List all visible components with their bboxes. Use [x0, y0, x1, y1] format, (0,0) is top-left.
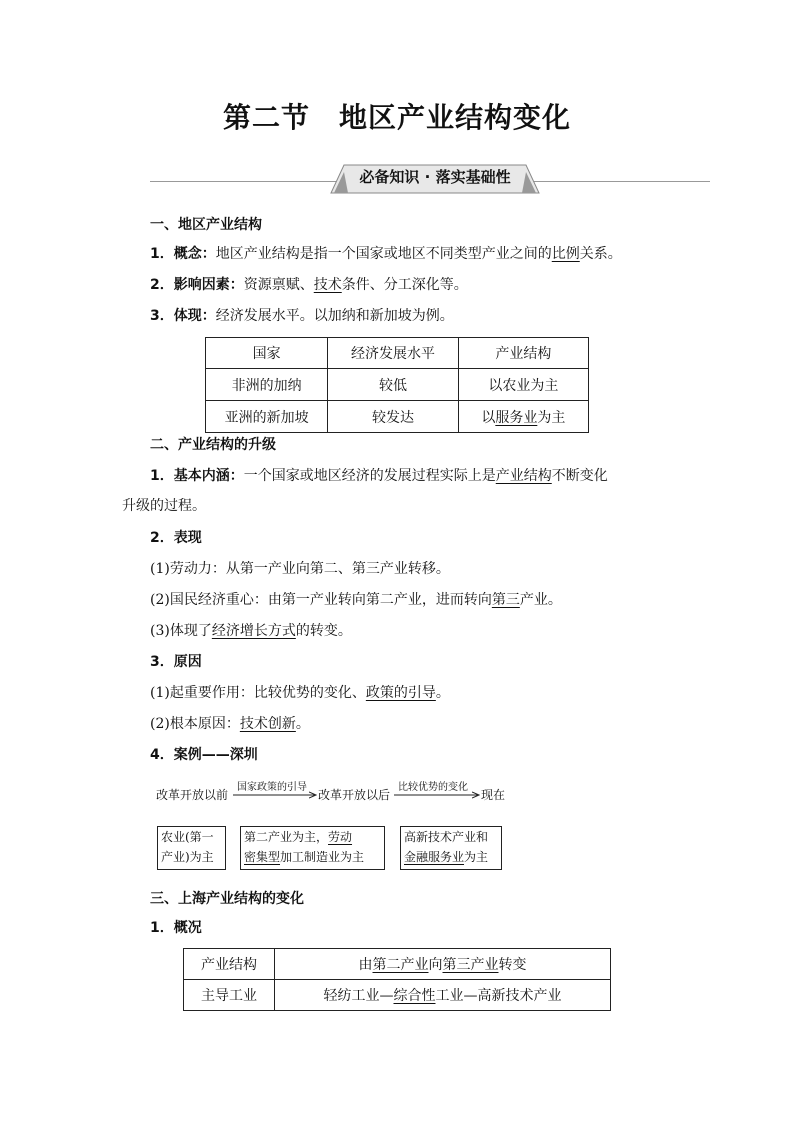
line: 高新技术产业和: [404, 830, 489, 844]
num: 2．: [150, 530, 174, 546]
section3-heading: 三、上海产业结构的变化: [150, 891, 304, 907]
line: [404, 847, 498, 867]
num: 4．: [150, 747, 174, 763]
text: 向: [428, 957, 443, 973]
text-tail: 关系。: [579, 246, 622, 262]
table-cell: [275, 949, 611, 980]
text-tail: 转变: [498, 957, 527, 973]
text: 第二产业为主，: [244, 830, 329, 844]
text: (2)根本原因：: [150, 716, 240, 732]
flow-box-industry: [240, 826, 385, 870]
flow-box-hightech: [400, 826, 502, 870]
num: 1．: [150, 468, 174, 484]
shanghai-table: [183, 948, 611, 1011]
text: (1)起重要作用：比较优势的变化、: [150, 685, 366, 701]
num: 1．: [150, 920, 174, 936]
table-cell: 非洲的加纳: [206, 369, 328, 401]
num: 1．: [150, 246, 174, 262]
text: 以: [481, 409, 496, 426]
text-tail: 。: [435, 685, 450, 701]
line: 产业)为主: [161, 850, 214, 864]
underlined-answer: 金融服务业: [404, 850, 465, 864]
table-row: [184, 949, 611, 980]
underlined-answer: 比例: [551, 246, 580, 262]
table-cell: 以农业为主: [458, 369, 588, 401]
text: 一个国家或地区经济的发展过程实际上是: [243, 468, 496, 484]
s3-line1: [150, 918, 202, 938]
table-header: 产业结构: [458, 338, 588, 369]
table-cell: 较低: [328, 369, 458, 401]
table-cell: [275, 980, 611, 1011]
table-header: 国家: [206, 338, 328, 369]
text-tail: 的转变。: [295, 623, 352, 639]
table-cell: 较发达: [328, 401, 458, 433]
underlined-answer: 密集型: [244, 850, 281, 864]
line: [244, 847, 381, 867]
text-tail: 工业—高新技术产业: [435, 988, 562, 1004]
underlined-answer: 劳动: [328, 830, 353, 844]
label: 概况: [173, 920, 202, 936]
flow-stage-now: 现在: [481, 788, 506, 802]
section2-heading: 二、产业结构的升级: [150, 437, 276, 453]
table-cell: 主导工业: [184, 980, 275, 1011]
text: 资源禀赋、: [243, 277, 314, 293]
label: 原因: [173, 654, 202, 670]
text-tail: 加工制造业为主: [280, 850, 365, 864]
text-tail: 产业。: [519, 592, 562, 608]
s2-line1-cont: 升级的过程。: [122, 498, 206, 514]
sep: ：: [229, 277, 244, 293]
flow-arrow1-label: 国家政策的引导: [237, 782, 307, 793]
flow-box-agriculture: [157, 826, 226, 870]
text-tail: 。: [295, 716, 310, 732]
text: (2)国民经济重心：由第一产业转向第二产业，进而转向: [150, 592, 492, 608]
text-tail: 不断变化: [551, 468, 608, 484]
line: 农业(第一: [161, 830, 214, 844]
flow-stage-after: 改革开放以后: [318, 788, 391, 802]
text: 由: [358, 957, 373, 973]
banner-text: 必备知识 · 落实基础性: [359, 168, 511, 186]
underlined-answer: 综合性: [393, 988, 436, 1004]
underlined-answer: 技术创新: [239, 716, 296, 732]
label: 体现: [173, 308, 202, 324]
text: 地区产业结构是指一个国家或地区不同类型产业之间的: [215, 246, 552, 262]
flow-arrow2-label: 比较优势的变化: [398, 782, 468, 793]
table-cell: 产业结构: [184, 949, 275, 980]
text-tail: 为主: [537, 409, 566, 426]
table-row: [184, 980, 611, 1011]
flow-stage-before: 改革开放以前: [156, 788, 229, 802]
underlined-answer: 经济增长方式: [211, 623, 296, 639]
underlined-answer: 产业结构: [495, 468, 552, 484]
text: (1)劳动力：从第一产业向第二、第三产业转移。: [150, 561, 450, 577]
section1-heading: 一、地区产业结构: [150, 217, 262, 233]
sep: ：: [229, 468, 244, 484]
underlined-answer: 第三: [491, 592, 520, 608]
label: 概念: [173, 246, 202, 262]
text: 轻纺工业—: [323, 988, 394, 1004]
underlined-answer: 第三产业: [442, 957, 499, 973]
num: 3．: [150, 308, 174, 324]
text-tail: 为主: [464, 850, 489, 864]
text-tail: 条件、分工深化等。: [341, 277, 468, 293]
sep: ：: [201, 308, 216, 324]
text: (3)体现了: [150, 623, 212, 639]
num: 3．: [150, 654, 174, 670]
label: 案例——深圳: [173, 747, 258, 763]
table-cell: 亚洲的新加坡: [206, 401, 328, 433]
label: 表现: [173, 530, 202, 546]
underlined-answer: 第二产业: [372, 957, 429, 973]
label: 基本内涵: [173, 468, 230, 484]
underlined-answer: 政策的引导: [365, 685, 436, 701]
sep: ：: [201, 246, 216, 262]
table-header: 经济发展水平: [328, 338, 458, 369]
num: 2．: [150, 277, 174, 293]
underlined-answer: 技术: [313, 277, 342, 293]
line: [244, 827, 381, 847]
text: 经济发展水平。以加纳和新加坡为例。: [215, 308, 454, 324]
label: 影响因素: [173, 277, 230, 293]
underlined-answer: 服务业: [495, 409, 538, 426]
page-title: 第二节 地区产业结构变化: [222, 101, 571, 134]
